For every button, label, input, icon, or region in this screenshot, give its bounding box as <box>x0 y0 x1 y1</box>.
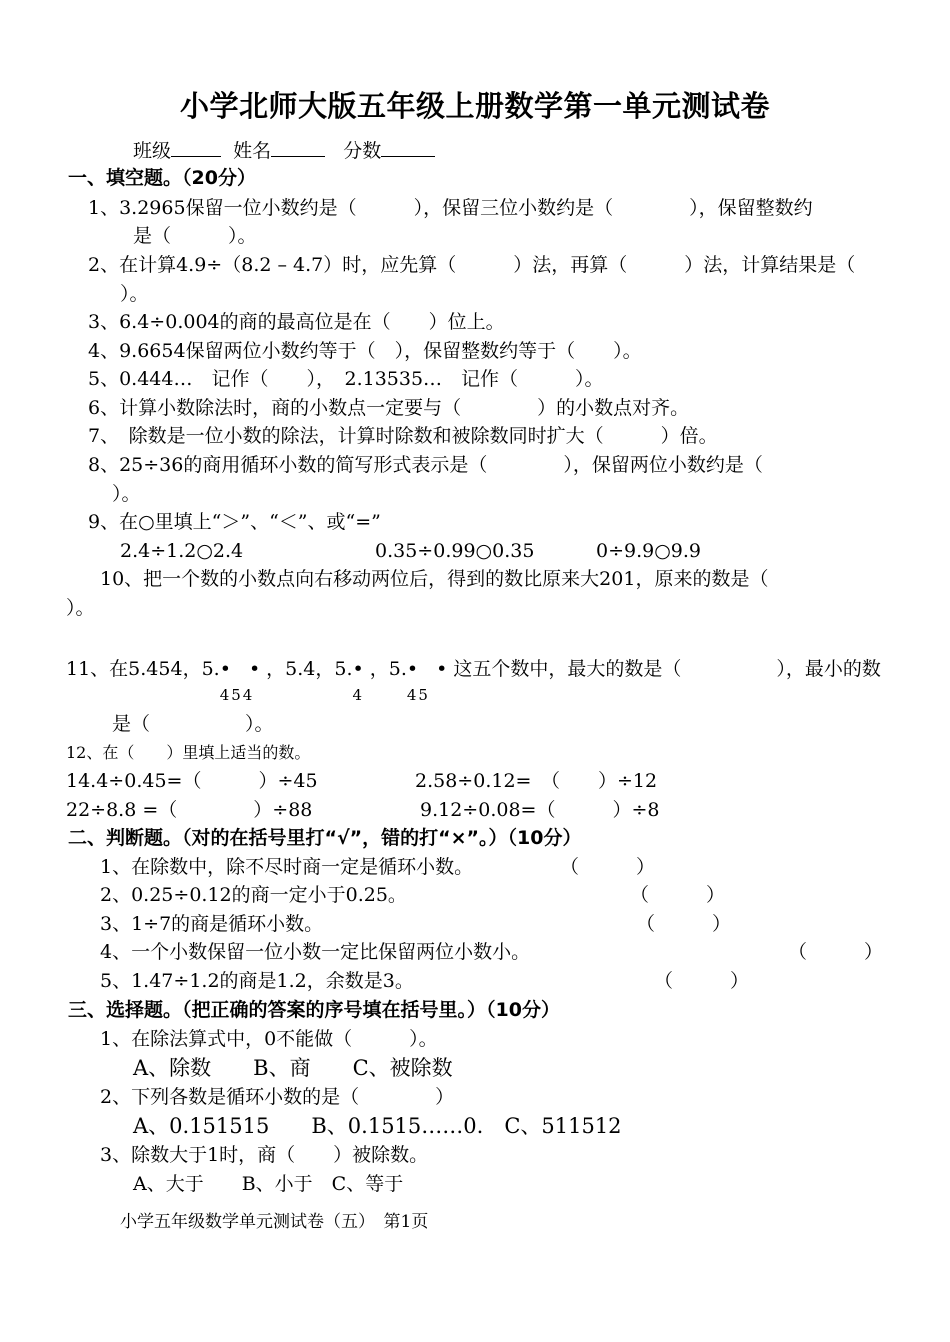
section2-heading: 二、判断题。（对的在括号里打“√”，错的打“×”。）（10分） <box>68 827 582 849</box>
choice-q1: 1、在除法算式中，0不能做（ ）。 <box>100 1028 438 1050</box>
q10-line2: ）。 <box>66 597 95 619</box>
q9: 9、在○里填上“＞”、“＜”、或“=” <box>88 511 381 533</box>
q2-line2: ）。 <box>120 283 149 305</box>
q1-line2: 是（ ）。 <box>133 225 257 247</box>
q9-item-2: 0.35÷0.99○0.35 <box>375 540 535 562</box>
q10-line1: 10、把一个数的小数点向右移动两位后，得到的数比原来大201，原来的数是（ <box>100 568 769 590</box>
q12-item-4: 9.12÷0.08=（ ）÷8 <box>420 799 660 821</box>
q11-recurring-3 <box>406 657 454 704</box>
judge-item-5: 5、1.47÷1.2的商是1.2，余数是3。 <box>100 970 414 992</box>
q11-sub-3: 45 <box>406 686 430 704</box>
page-title: 小学北师大版五年级上册数学第一单元测试卷 <box>179 89 770 123</box>
class-label: 班级 <box>133 140 172 162</box>
header-fields <box>133 138 435 163</box>
score-label: 分数 <box>343 140 382 162</box>
q12-item-3: 22÷8.8 =（ ）÷88 <box>66 799 313 821</box>
choice-q3-options: A、大于 B、小于 C、等于 <box>133 1173 404 1195</box>
q3: 3、6.4÷0.004的商的最高位是在（ ）位上。 <box>88 311 505 333</box>
q11-mid2: ，5. <box>369 658 407 680</box>
section3-heading: 三、选择题。（把正确的答案的序号填在括号里。）（10分） <box>68 999 560 1021</box>
choice-q2-options: A、0.151515 B、0.1515……0. C、511512 <box>133 1114 622 1138</box>
name-label: 姓名 <box>233 140 272 162</box>
q8-line2: ）。 <box>112 483 141 505</box>
q11-recurring-2 <box>352 657 370 704</box>
class-blank[interactable] <box>171 138 221 157</box>
choice-q3: 3、除数大于1时，商（ ）被除数。 <box>100 1144 429 1166</box>
q5: 5、0.444… 记作（ ）， 2.13535… 记作（ ）。 <box>88 368 604 390</box>
judge-paren-4[interactable]: （ ） <box>788 941 884 963</box>
q7: 7、 除数是一位小数的除法，计算时除数和被除数同时扩大（ ）倍。 <box>88 425 718 447</box>
name-blank[interactable] <box>271 138 325 157</box>
q11-sub-1: 454 <box>219 686 255 704</box>
judge-item-1: 1、在除数中，除不尽时商一定是循环小数。 <box>100 856 474 878</box>
judge-paren-5[interactable]: （ ） <box>654 970 750 992</box>
q11-line1 <box>66 657 881 704</box>
q11-line2: 是（ ）。 <box>112 713 274 735</box>
q11-dots-2: • <box>352 658 370 680</box>
q6: 6、计算小数除法时，商的小数点一定要与（ ）的小数点对齐。 <box>88 397 690 419</box>
choice-q2: 2、下列各数是循环小数的是（ ） <box>100 1086 455 1108</box>
judge-item-2: 2、0.25÷0.12的商一定小于0.25。 <box>100 884 407 906</box>
q9-item-1: 2.4÷1.2○2.4 <box>120 540 244 562</box>
section1-heading: 一、填空题。（20分） <box>68 167 256 189</box>
q11-prefix: 11、在5.454，5. <box>66 658 220 680</box>
q11-suffix: 这五个数中，最大的数是（ ），最小的数 <box>453 658 881 680</box>
q4: 4、9.6654保留两位小数约等于（ ），保留整数约等于（ ）。 <box>88 340 642 362</box>
q11-recurring-1 <box>219 657 267 704</box>
q11-dots-3: • • <box>406 658 454 680</box>
q12-item-2: 2.58÷0.12= （ ）÷12 <box>415 770 658 792</box>
judge-item-4: 4、一个小数保留一位小数一定比保留两位小数小。 <box>100 941 531 963</box>
q1-line1: 1、3.2965保留一位小数约是（ ），保留三位小数约是（ ），保留整数约 <box>88 197 813 219</box>
choice-q1-options: A、除数 B、商 C、被除数 <box>133 1056 453 1080</box>
q9-item-3: 0÷9.9○9.9 <box>596 540 702 562</box>
q2-line1: 2、在计算4.9÷（8.2 – 4.7）时，应先算（ ）法，再算（ ）法，计算结果是（ <box>88 254 856 276</box>
judge-item-3: 3、1÷7的商是循环小数。 <box>100 913 324 935</box>
q11-dots-1: • • <box>219 658 267 680</box>
judge-paren-1[interactable]: （ ） <box>560 856 656 878</box>
q11-mid: ，5.4，5. <box>266 658 353 680</box>
q11-sub-2: 4 <box>352 686 365 704</box>
judge-paren-3[interactable]: （ ） <box>636 913 732 935</box>
page-footer: 小学五年级数学单元测试卷（五） 第1页 <box>120 1212 429 1232</box>
q8-line1: 8、25÷36的商用循环小数的简写形式表示是（ ），保留两位小数约是（ <box>88 454 763 476</box>
judge-paren-2[interactable]: （ ） <box>630 884 726 906</box>
score-blank[interactable] <box>381 138 435 157</box>
q12-item-1: 14.4÷0.45=（ ）÷45 <box>66 770 318 792</box>
q12: 12、在（ ）里填上适当的数。 <box>66 743 311 762</box>
